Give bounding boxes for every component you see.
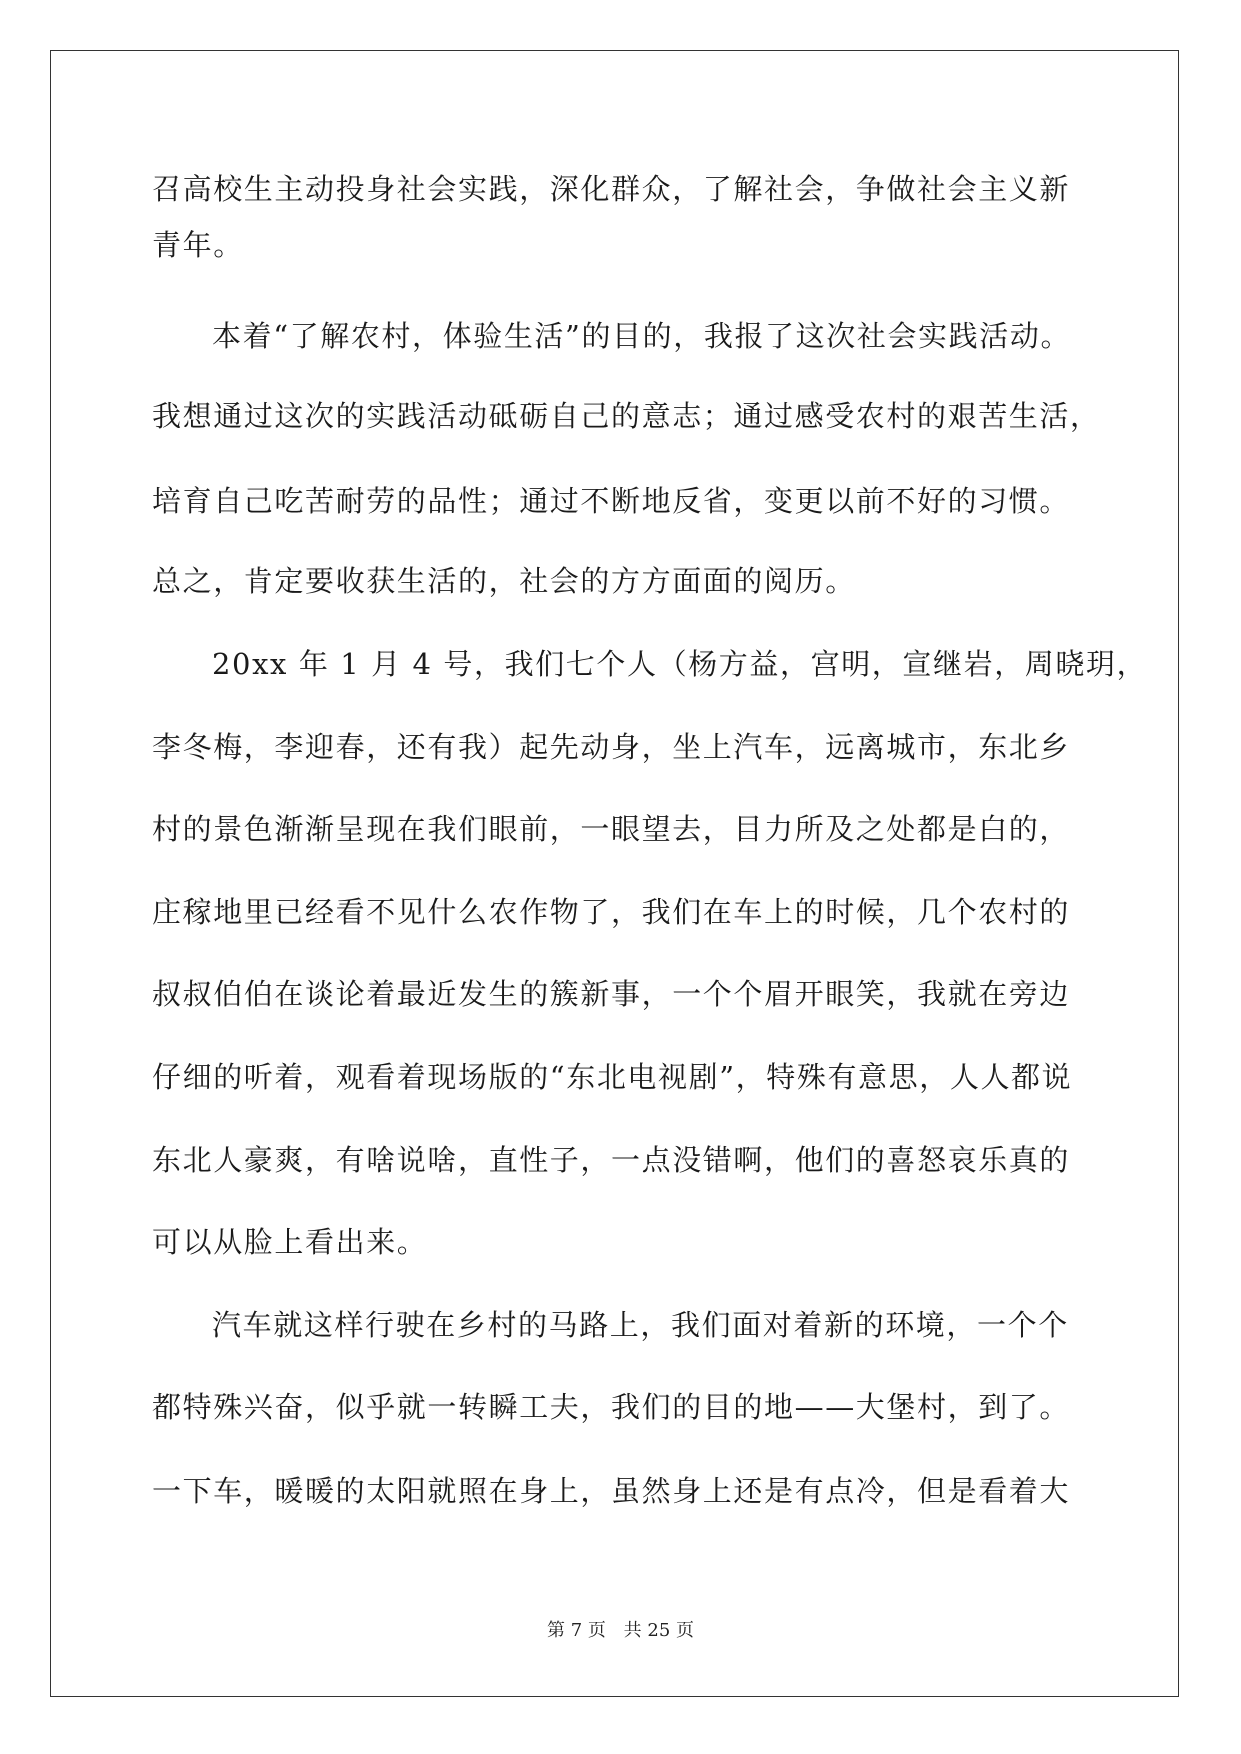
text-line: 庄稼地里已经看不见什么农作物了，我们在车上的时候，几个农村的: [152, 895, 1071, 929]
page-footer: [0, 1620, 1241, 1642]
text-line: 召高校生主动投身社会实践，深化群众，了解社会，争做社会主义新: [152, 172, 1071, 206]
text-line: 仔细的听着，观看着现场版的“东北电视剧”，特殊有意思，人人都说: [152, 1060, 1073, 1094]
text-line: 可以从脸上看出来。: [152, 1225, 428, 1259]
text-line: 20xx 年 1 月 4 号，我们七个人（杨方益，宫明，宣继岩，周晓玥，: [212, 647, 1148, 681]
text-line: 东北人豪爽，有啥说啥，直性子，一点没错啊，他们的喜怒哀乐真的: [152, 1143, 1071, 1177]
text-line: 村的景色渐渐呈现在我们眼前，一眼望去，目力所及之处都是白的，: [152, 812, 1071, 846]
text-line: 叔叔伯伯在谈论着最近发生的簇新事，一个个眉开眼笑，我就在旁边: [152, 977, 1071, 1011]
text-line: 本着“了解农村，体验生活”的目的，我报了这次社会实践活动。: [212, 319, 1072, 353]
page-total: 共 25 页: [623, 1620, 694, 1641]
text-line: 都特殊兴奋，似乎就一转瞬工夫，我们的目的地——大堡村，到了。: [152, 1390, 1071, 1424]
text-line: 一下车，暖暖的太阳就照在身上，虽然身上还是有点冷，但是看着大: [152, 1474, 1071, 1508]
text-line: 汽车就这样行驶在乡村的马路上，我们面对着新的环境，一个个: [212, 1308, 1069, 1342]
text-line: 培育自己吃苦耐劳的品性；通过不断地反省，变更以前不好的习惯。: [152, 484, 1071, 518]
text-line: 李冬梅，李迎春，还有我）起先动身，坐上汽车，远离城市，东北乡: [152, 730, 1071, 764]
text-line: 青年。: [152, 228, 244, 262]
page-number: 第 7 页: [547, 1620, 606, 1641]
text-line: 我想通过这次的实践活动砥砺自己的意志；通过感受农村的艰苦生活，: [152, 399, 1101, 433]
text-line: 总之，肯定要收获生活的，社会的方方面面的阅历。: [152, 564, 856, 598]
page-frame: [50, 50, 1179, 1697]
